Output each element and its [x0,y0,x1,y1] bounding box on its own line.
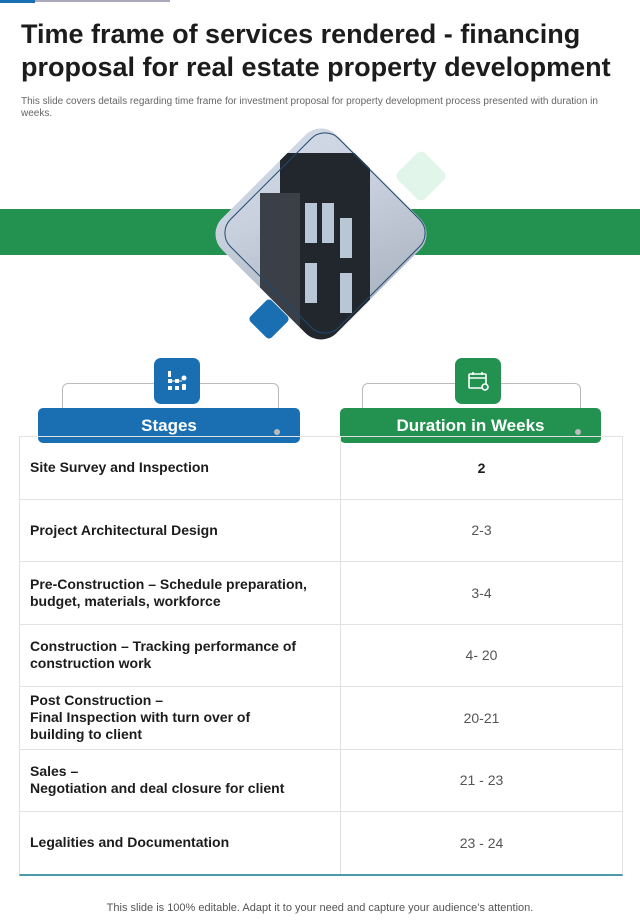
table-row [20,686,622,749]
duration-cell: 4- 20 [465,647,498,664]
table-row [20,437,622,499]
stage-cell: Site Survey and Inspection [20,437,341,499]
diamond-outline [216,124,434,342]
duration-header-label: Duration in Weeks [396,415,545,435]
duration-cell: 2 [477,459,486,476]
duration-cell: 3-4 [471,584,492,601]
footer-note: This slide is 100% editable. Adapt it to your need and capture your audience’s attention. [106,902,534,914]
stages-header-label: Stages [141,415,197,435]
duration-cell: 23 - 24 [459,834,504,851]
stage-cell: Pre-Construction – Schedule preparation, budget, materials, workforce [20,562,341,624]
decor-diamond-green [394,149,448,203]
accent-bar [0,0,35,3]
calendar-icon [455,358,501,404]
page-subtitle: This slide covers details regarding time frame for investment proposal for property development process presented with duration in weeks. [21,96,598,119]
timeframe-table [19,436,623,876]
table-row [20,561,622,624]
duration-cell: 21 - 23 [459,772,504,789]
duration-cell: 2-3 [471,522,492,539]
table-row [20,749,622,812]
stage-cell: Construction – Tracking performance of construction work [20,625,341,687]
stage-cell: Project Architectural Design [20,500,341,562]
table-row [20,624,622,687]
duration-cell: 20-21 [463,709,500,726]
flowchart-icon [154,358,200,404]
page-title: Time frame of services rendered - financing proposal for real estate property development [21,19,611,82]
table-row [20,499,622,562]
stage-cell: Legalities and Documentation [20,812,341,874]
accent-line [35,0,170,2]
stage-cell: Post Construction – Final Inspection with turn over of building to client [20,687,341,749]
stage-cell: Sales – Negotiation and deal closure for client [20,750,341,812]
table-row [20,811,622,874]
